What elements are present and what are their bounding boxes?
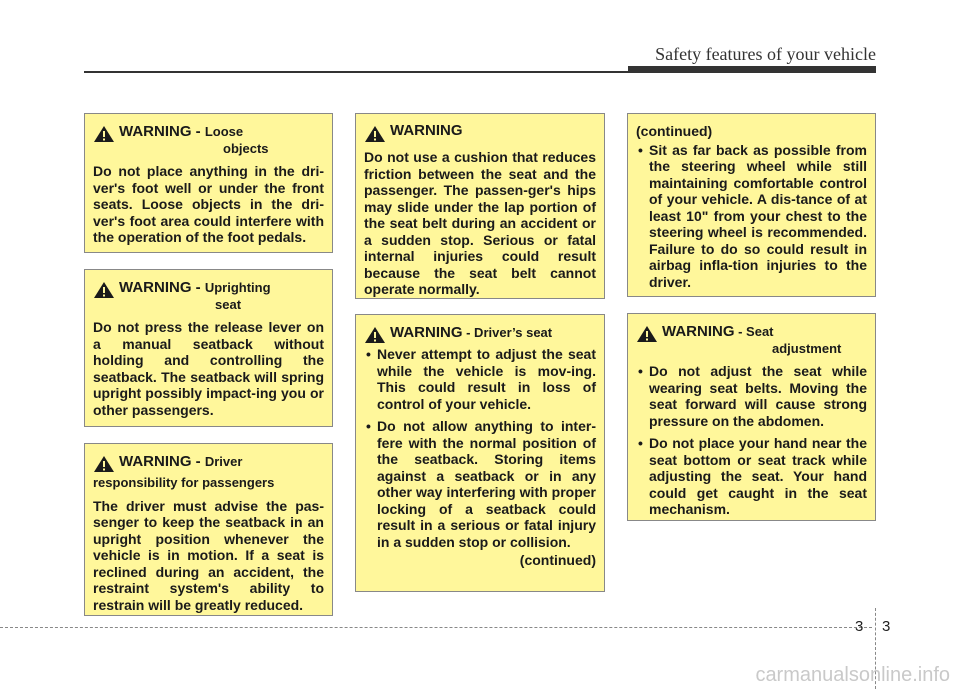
warning-subject: Loose bbox=[204, 124, 244, 139]
continued-label: (continued) bbox=[636, 123, 713, 139]
bullet-item: • Never attempt to adjust the seat while the vehicle is mov-ing. This could result in loss of control of your vehicle. bbox=[364, 346, 596, 412]
warning-heading bbox=[93, 453, 324, 473]
page-number: 3 bbox=[882, 618, 891, 635]
warning-subject-line2: responsibility for passengers bbox=[93, 475, 275, 490]
warning-triangle-icon bbox=[93, 125, 115, 143]
bullet-item: • Do not place your hand near the seat bottom or seat track while adjusting the seat. Your hand could get caught in the seat mechanism. bbox=[636, 435, 867, 518]
warning-label: WARNING bbox=[390, 324, 463, 341]
warning-heading bbox=[636, 323, 867, 357]
warning-label: WARNING bbox=[390, 122, 463, 139]
warning-triangle-icon bbox=[93, 455, 115, 473]
warning-continued bbox=[627, 113, 876, 297]
warning-drivers-seat bbox=[355, 314, 605, 592]
warning-text: Do not press the release lever on a manual seatback without holding and controlling the seatback. The seatback will spring upright possibly impact-ing you or other passengers. bbox=[93, 319, 324, 418]
footer-rule bbox=[0, 627, 872, 628]
warning-cushion bbox=[355, 113, 605, 299]
warning-subject-line2: adjustment bbox=[772, 340, 842, 356]
continued-label: (continued) bbox=[519, 552, 596, 568]
warning-subject: Uprighting bbox=[204, 280, 271, 295]
warning-heading bbox=[364, 123, 596, 143]
warning-loose-objects bbox=[84, 113, 333, 253]
warning-text: Do not place anything in the dri-ver's foot well or under the front seats. Loose objects in the dri-ver's foot area could interfere with the operation of the foot pedals. bbox=[93, 163, 324, 245]
bullet-item: • Do not adjust the seat while wearing seat belts. Moving the seat forward will cause strong pressure on the abdomen. bbox=[636, 363, 867, 429]
warning-heading bbox=[364, 324, 596, 344]
bullet-item: • Sit as far back as possible from the steering wheel while still maintaining comfortable control of your vehicle. A dis-tance of at least 10" from your chest to the steering wheel is recommended. Failure to do so could result in airbag infla-tion injuries to the driver. bbox=[636, 142, 867, 291]
warning-subject: - Driver’s seat bbox=[462, 325, 553, 340]
warning-label: WARNING - bbox=[119, 453, 205, 470]
warning-subject: Driver bbox=[204, 454, 243, 469]
watermark: carmanualsonline.info bbox=[755, 664, 950, 686]
warning-triangle-icon bbox=[364, 326, 386, 344]
warning-text: The driver must advise the pas-senger to keep the seatback in an upright position whenever the vehicle is in motion. If a seat is reclined during an accident, the restraint system's ability to restrain will be greatly reduced. bbox=[93, 497, 324, 613]
warning-triangle-icon bbox=[364, 125, 386, 143]
warning-heading bbox=[93, 279, 324, 313]
warning-uprighting-seat bbox=[84, 269, 333, 427]
bullet-item: • Do not allow anything to inter-fere with the normal position of the seatback. Storing items against a seatback or in any other way interfering with proper locking of a seatback could result in a serious or fatal injury in a sudden stop or collision. bbox=[364, 418, 596, 550]
warning-subject: - Seat bbox=[734, 324, 774, 339]
warning-label: WARNING - bbox=[119, 279, 205, 296]
warning-heading bbox=[93, 123, 324, 157]
page-header-title: Safety features of your vehicle bbox=[655, 44, 876, 64]
warning-subject-line2: seat bbox=[215, 296, 242, 312]
warning-triangle-icon bbox=[93, 281, 115, 299]
chapter-number: 3 bbox=[855, 618, 864, 635]
warning-text: Do not use a cushion that reduces friction between the seat and the passenger. The passen-ger's hips may slide under the lap portion of the seat belt during an accident or a sudden stop. Serious or fatal internal injuries could result because the seat belt cannot operate normally. bbox=[364, 149, 596, 297]
warning-subject-line2: objects bbox=[223, 140, 269, 156]
warning-triangle-icon bbox=[636, 325, 658, 343]
header-rule bbox=[84, 71, 876, 73]
warning-seat-adjustment bbox=[627, 313, 876, 521]
warning-driver-responsibility bbox=[84, 443, 333, 616]
warning-label: WARNING - bbox=[119, 123, 205, 140]
warning-label: WARNING bbox=[662, 323, 735, 340]
